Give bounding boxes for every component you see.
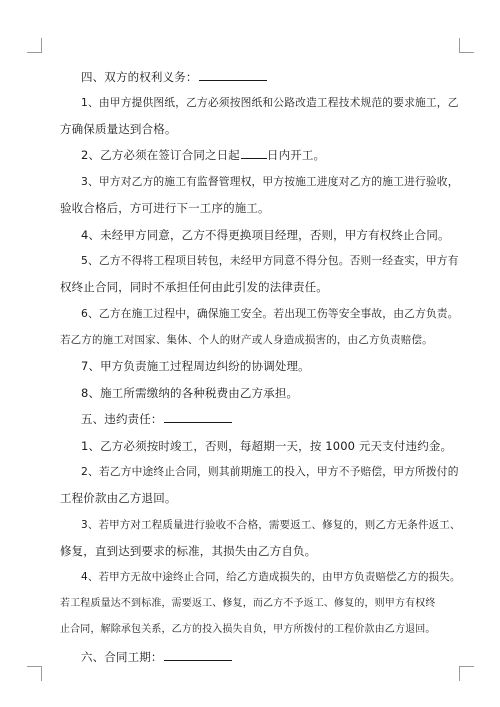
section-heading-term: 六、合同工期：: [60, 649, 461, 665]
paragraph-line: 方确保质量达到合格。: [60, 122, 177, 136]
paragraph-line: 2、若乙方中途终止合同，则其前期施工的投入，甲方不予赔偿，甲方所拨付的: [81, 465, 459, 478]
crop-mark-top-left: [27, 38, 42, 53]
section-heading-rights: 四、双方的权利义务：: [60, 69, 461, 85]
crop-mark-top-right: [459, 38, 474, 53]
fill-blank: [164, 649, 232, 661]
paragraph-line: 若乙方的施工对国家、集体、个人的财产或人身造成损害的，由乙方负责赔偿。: [60, 334, 433, 346]
paragraph-line: 工程价款由乙方退回。: [60, 491, 177, 505]
crop-mark-bottom-right: [459, 666, 474, 681]
fill-blank: [241, 147, 267, 159]
paragraph-line: 止合同，解除承包关系，乙方的投入损失自负，甲方所拨付的工程价款由乙方退回。: [60, 624, 436, 635]
paragraph-line: 8、施工所需缴纳的各种税费由乙方承担。: [81, 386, 299, 400]
paragraph-line: 验收合格后，方可进行下一工序的施工。: [60, 201, 270, 215]
paragraph-line: 修复，直到达到要求的标准，其损失由乙方自负。: [60, 544, 317, 558]
fill-blank: [199, 69, 267, 81]
paragraph-line: 5、乙方不得将工程项目转包，未经甲方同意不得分包。否则一经查实，甲方有: [81, 254, 459, 267]
crop-mark-bottom-left: [27, 666, 42, 681]
paragraph-line: 6、乙方在施工过程中，确保施工安全。若出现工伤等安全事故，由乙方负责。: [81, 307, 459, 320]
paragraph-line: 3、若甲方对工程质量进行验收不合格，需要返工、修复的，则乙方无条件返工、: [81, 519, 461, 531]
paragraph-line: 若工程质量达不到标准，需要返工、修复，而乙方不予返工、修复的，则甲方有权终: [60, 598, 436, 609]
paragraph-line: 4、未经甲方同意，乙方不得更换项目经理，否则，甲方有权终止合同。: [81, 228, 450, 242]
paragraph-line: 1、乙方必须按时竣工，否则，每超期一天，按 1000 元天支付违约金。: [81, 439, 453, 453]
paragraph-line: 1、由甲方提供图纸，乙方必须按图纸和公路改造工程技术规范的要求施工，乙: [81, 96, 459, 109]
paragraph-line: 权终止合同，同时不承担任何由此引发的法律责任。: [60, 280, 328, 294]
fill-blank: [164, 411, 232, 423]
paragraph-line: 4、若甲方无故中途终止合同，给乙方造成损失的，由甲方负责赔偿乙方的损失。: [81, 571, 461, 583]
paragraph-line: 7、甲方负责施工过程周边纠纷的协调处理。: [81, 359, 310, 373]
paragraph-line: 2、乙方必须在签订合同之日起 日内开工。: [81, 148, 326, 162]
paragraph-line: 3、甲方对乙方的施工有监督管理权，甲方按施工进度对乙方的施工进行验收，: [81, 175, 459, 188]
section-heading-liability: 五、违约责任：: [60, 411, 461, 427]
